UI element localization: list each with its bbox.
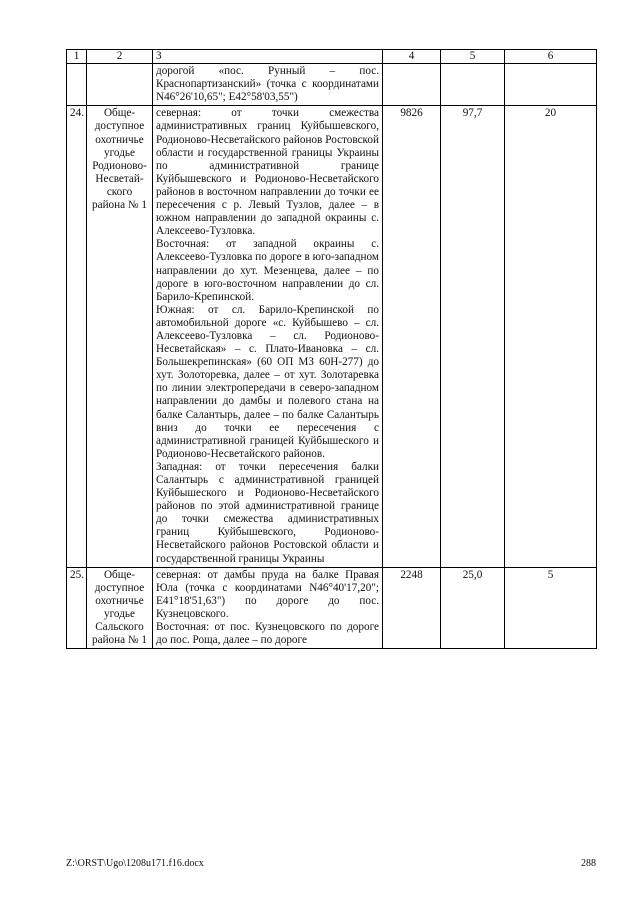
percent-value: 97,7	[441, 106, 505, 567]
header-cell: 6	[505, 50, 597, 64]
ground-name: Обще-доступное охотничье угодье Родионово-Несветай-ского района № 1	[87, 106, 153, 567]
boundary-description	[153, 64, 383, 106]
row-number: 24.	[67, 106, 87, 567]
boundary-east: Восточная: от западной окраины с. Алексеево-Тузловка по дороге в юго-западном направлении до хут. Мезенцева, далее – по дороге в юго-восточном направлении до сл. Барило-Крепинской.	[156, 238, 379, 303]
header-cell: 4	[383, 50, 441, 64]
boundary-description	[153, 567, 383, 649]
percent-value: 25,0	[441, 567, 505, 649]
row-number: 25.	[67, 567, 87, 649]
header-cell: 5	[441, 50, 505, 64]
boundary-description	[153, 106, 383, 567]
area-value: 2248	[383, 567, 441, 649]
table-row	[67, 567, 597, 649]
file-path: Z:\ORST\Ugo\1208u171.f16.docx	[66, 858, 204, 869]
quota-value: 5	[505, 567, 597, 649]
page-number: 288	[581, 858, 596, 869]
boundary-east: Восточная: от пос. Кузнецовского по дороге до пос. Роща, далее – по дороге	[156, 621, 379, 647]
area-value: 9826	[383, 106, 441, 567]
table-row	[67, 64, 597, 106]
percent-value	[441, 64, 505, 106]
hunting-grounds-table	[66, 49, 597, 649]
ground-name: Обще-доступное охотничье угодье Сальского района № 1	[87, 567, 153, 649]
quota-value: 20	[505, 106, 597, 567]
table-row	[67, 106, 597, 567]
boundary-north: северная: от дамбы пруда на балке Правая Юла (точка с координатами N46°40'17,20"; E41°18'51,63") по дороге до пос. Кузнецовского.	[156, 568, 379, 620]
ground-name	[87, 64, 153, 106]
boundary-paragraph: дорогой «пос. Рунный – пос. Краснопартизанский» (точка с координатами N46°26'10,65"; E42°58'03,55")	[156, 65, 379, 104]
header-cell: 1	[67, 50, 87, 64]
quota-value	[505, 64, 597, 106]
table-header-row	[67, 50, 597, 64]
boundary-west: Западная: от точки пересечения балки Салантырь с административной границей Куйбышеского и Родионово-Несветайского районов по этой административной границе до точки смежества административных границ Куйбышевского, Родионово-Несветайского районов Ростовской области и государственной границы Украины	[156, 460, 379, 565]
header-cell: 2	[87, 50, 153, 64]
row-number	[67, 64, 87, 106]
boundary-north: северная: от точки смежества административных границ Куйбышевского, Родионово-Несветайского районов Ростовской области и государственной границы Украины по административной границе Куйбышевского и Родионово-Несветайского районов в восточном направлении до точки ее пересечения с р. Левый Тузлов, далее – в южном направлении до западной окраины с. Алексеево-Тузловка.	[156, 107, 379, 238]
header-cell: 3	[153, 50, 383, 64]
boundary-south: Южная: от сл. Барило-Крепинской по автомобильной дороге «с. Куйбышево – сл. Алексеево-Тузловка – сл. Родионово-Несветайская» – с. Плато-Ивановка – сл. Большекрепинская» (60 ОП МЗ 60Н-277) до хут. Золоторевка, далее – от хут. Золотаревка по линии электропередачи в северо-западном направлении до дамбы и полевого стана на балке Салантырь, далее – по балке Салантырь вниз до точки ее пересечения с административной границей Куйбышеского и Родионово-Несветайского районов.	[156, 303, 379, 460]
area-value	[383, 64, 441, 106]
